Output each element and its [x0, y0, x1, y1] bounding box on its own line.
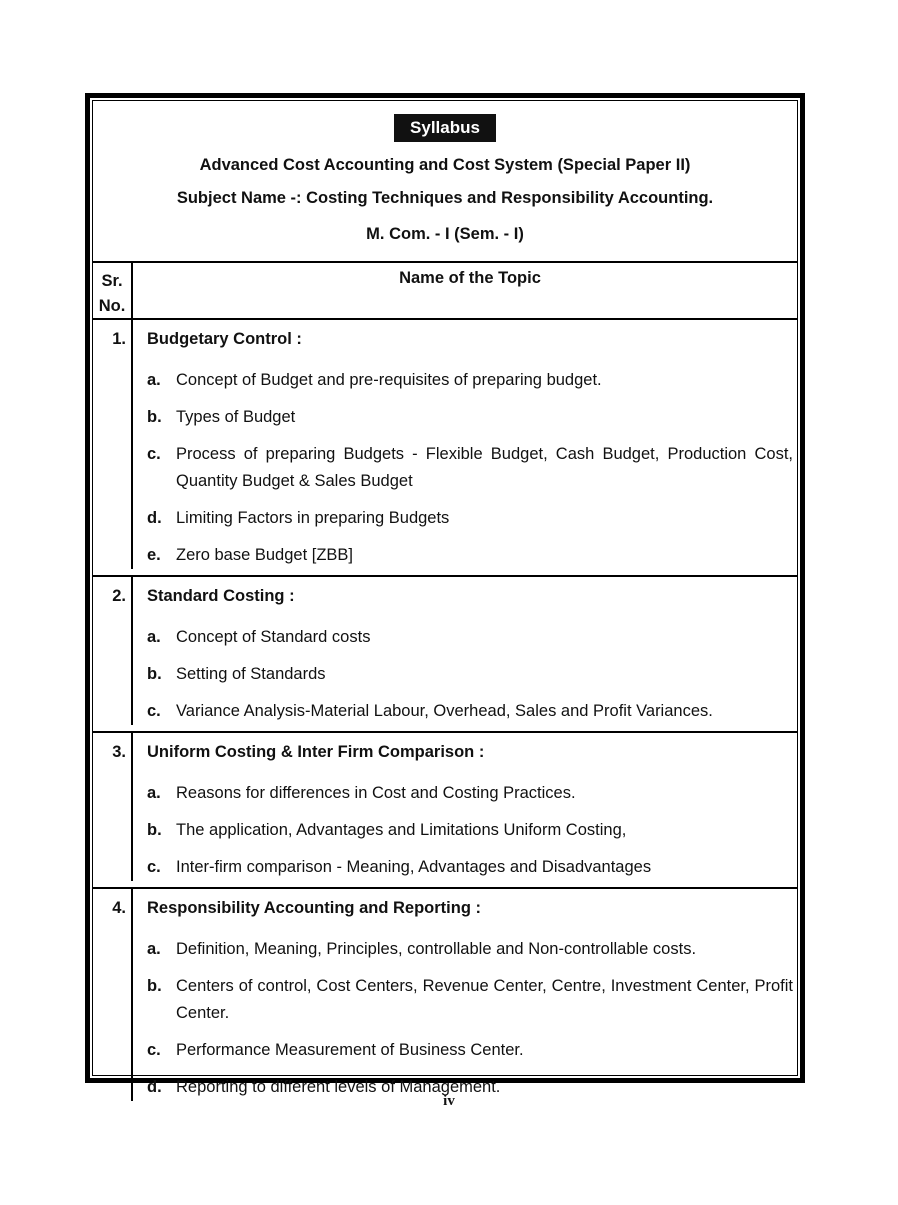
- item-letter: e.: [147, 546, 161, 564]
- item-letter: b.: [147, 408, 162, 426]
- topic-header: Name of the Topic: [399, 269, 541, 287]
- item-text: Centers of control, Cost Centers, Revenue Center, Centre, Investment Center, Profit Center.: [176, 977, 793, 1022]
- section-title: Responsibility Accounting and Reporting :: [147, 899, 481, 917]
- subject-name: Subject Name -: Costing Techniques and Responsibility Accounting.: [176, 189, 714, 207]
- list-item: [147, 441, 793, 495]
- item-letter: a.: [147, 940, 161, 958]
- item-text: Reporting to different levels of Management.: [176, 1078, 501, 1096]
- section-number: 4.: [93, 889, 133, 1101]
- section-row: [93, 577, 797, 733]
- item-text: Concept of Budget and pre-requisites of preparing budget.: [176, 371, 602, 389]
- item-text: Inter-firm comparison - Meaning, Advantages and Disadvantages: [176, 858, 652, 876]
- item-text: Performance Measurement of Business Center.: [176, 1041, 524, 1059]
- section-row: [93, 320, 797, 577]
- list-item: [147, 780, 793, 807]
- list-item: [147, 505, 793, 532]
- item-letter: a.: [147, 784, 161, 802]
- section-row: [93, 889, 797, 1107]
- list-item: [147, 698, 793, 725]
- list-item: [147, 854, 793, 881]
- list-item: [147, 661, 793, 688]
- item-text: The application, Advantages and Limitations Uniform Costing,: [176, 821, 627, 839]
- list-item: [147, 404, 793, 431]
- item-text: Limiting Factors in preparing Budgets: [176, 509, 450, 527]
- item-text: Process of preparing Budgets - Flexible Budget, Cash Budget, Production Cost, Quantity Budget & Sales Budget: [176, 445, 793, 490]
- no-label: No.: [98, 297, 126, 315]
- list-item: [147, 817, 793, 844]
- section-row: [93, 733, 797, 889]
- item-letter: c.: [147, 445, 161, 463]
- paper-title: Advanced Cost Accounting and Cost System (Special Paper II): [199, 156, 691, 174]
- list-item: [147, 624, 793, 651]
- list-item: [147, 973, 793, 1027]
- item-letter: c.: [147, 1041, 161, 1059]
- item-text: Variance Analysis-Material Labour, Overhead, Sales and Profit Variances.: [176, 702, 713, 720]
- item-letter: b.: [147, 977, 162, 995]
- item-text: Concept of Standard costs: [176, 628, 371, 646]
- list-item: [147, 367, 793, 394]
- item-text: Setting of Standards: [176, 665, 326, 683]
- item-letter: c.: [147, 858, 161, 876]
- section-title: Uniform Costing & Inter Firm Comparison :: [147, 743, 485, 761]
- list-item: [147, 542, 793, 569]
- syllabus-badge: Syllabus: [394, 114, 496, 142]
- item-letter: d.: [147, 509, 162, 527]
- section-number: 3.: [93, 733, 133, 881]
- item-letter: d.: [147, 1078, 162, 1096]
- section-title: Standard Costing :: [147, 587, 295, 605]
- item-text: Reasons for differences in Cost and Costing Practices.: [176, 784, 576, 802]
- item-letter: b.: [147, 665, 162, 683]
- table-header-row: [93, 263, 797, 320]
- section-number: 1.: [93, 320, 133, 569]
- item-text: Zero base Budget [ZBB]: [176, 546, 354, 564]
- list-item: [147, 936, 793, 963]
- item-letter: c.: [147, 702, 161, 720]
- section-number: 2.: [93, 577, 133, 725]
- item-letter: a.: [147, 628, 161, 646]
- syllabus-frame: [85, 93, 805, 1096]
- item-letter: a.: [147, 371, 161, 389]
- item-text: Definition, Meaning, Principles, controllable and Non-controllable costs.: [176, 940, 697, 958]
- list-item: [147, 1037, 793, 1064]
- syllabus-header: [93, 101, 797, 263]
- item-text: Types of Budget: [176, 408, 296, 426]
- section-title: Budgetary Control :: [147, 330, 302, 348]
- sr-label: Sr.: [101, 272, 123, 290]
- page-number: iv: [443, 1093, 455, 1109]
- sr-no-header: [93, 263, 133, 318]
- course-name: M. Com. - I (Sem. - I): [366, 225, 524, 243]
- item-letter: b.: [147, 821, 162, 839]
